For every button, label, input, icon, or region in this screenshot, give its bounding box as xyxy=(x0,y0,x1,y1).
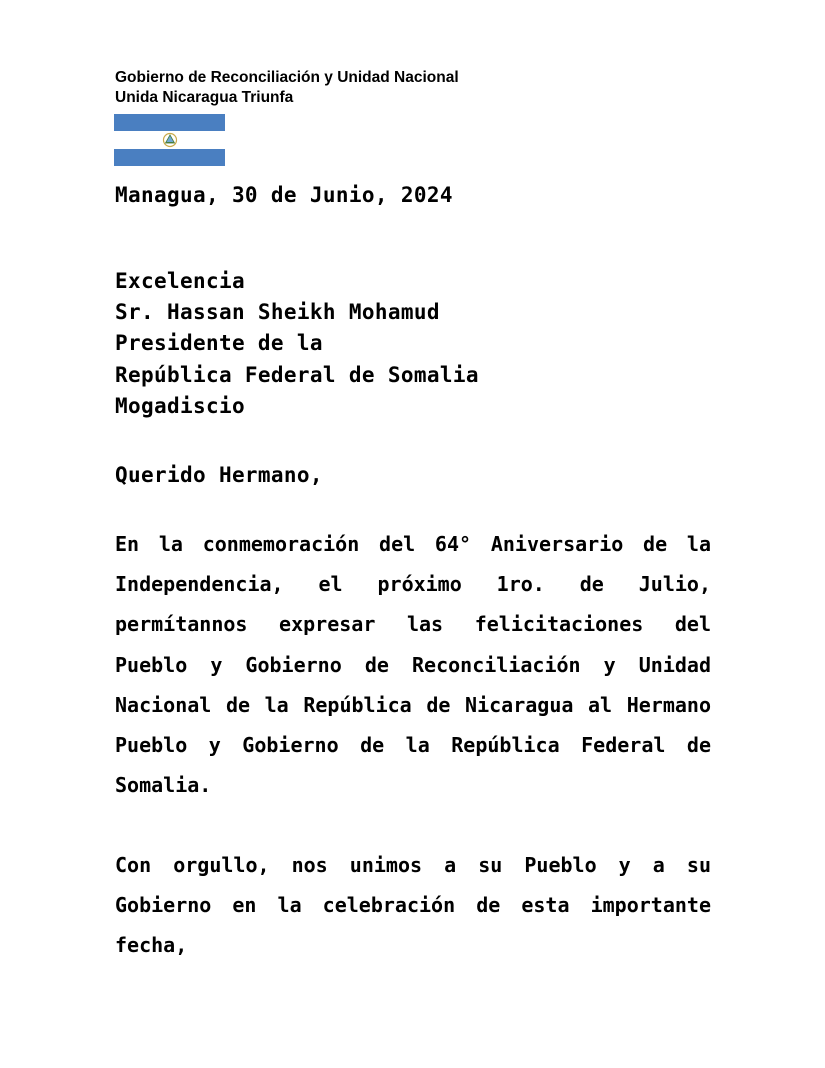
recipient-address xyxy=(115,266,479,422)
recipient-title: Presidente de la xyxy=(115,331,323,356)
salutation: Querido Hermano, xyxy=(115,463,323,487)
letter-date: Managua, 30 de Junio, 2024 xyxy=(115,183,453,207)
body-paragraph-1: En la conmemoración del 64° Aniversario de la Independencia, el próximo 1ro. de Julio, permítannos expresar las felicitaciones del Pueblo y Gobierno de Reconciliación y Unidad Nacional de la República de Nicaragua al Hermano Pueblo y Gobierno de la República Federal de Somalia. xyxy=(115,532,711,798)
flag-top-stripe xyxy=(114,114,225,131)
recipient-honorific: Excelencia xyxy=(115,269,245,293)
recipient-city: Mogadiscio xyxy=(115,393,245,418)
nicaragua-flag xyxy=(114,114,225,166)
letterhead xyxy=(115,68,459,108)
recipient-country: República Federal de Somalia xyxy=(115,362,479,387)
flag-bottom-stripe xyxy=(114,149,225,166)
recipient-name: Sr. Hassan Sheikh Mohamud xyxy=(115,300,440,325)
letterhead-government-name: Gobierno de Reconciliación y Unidad Nacional xyxy=(115,69,459,86)
nicaragua-coat-of-arms-icon xyxy=(162,130,178,150)
letterhead-slogan: Unida Nicaragua Triunfa xyxy=(115,89,294,106)
body-paragraph-2: Con orgullo, nos unimos a su Pueblo y a su Gobierno en la celebración de esta importante fecha, xyxy=(115,853,711,958)
